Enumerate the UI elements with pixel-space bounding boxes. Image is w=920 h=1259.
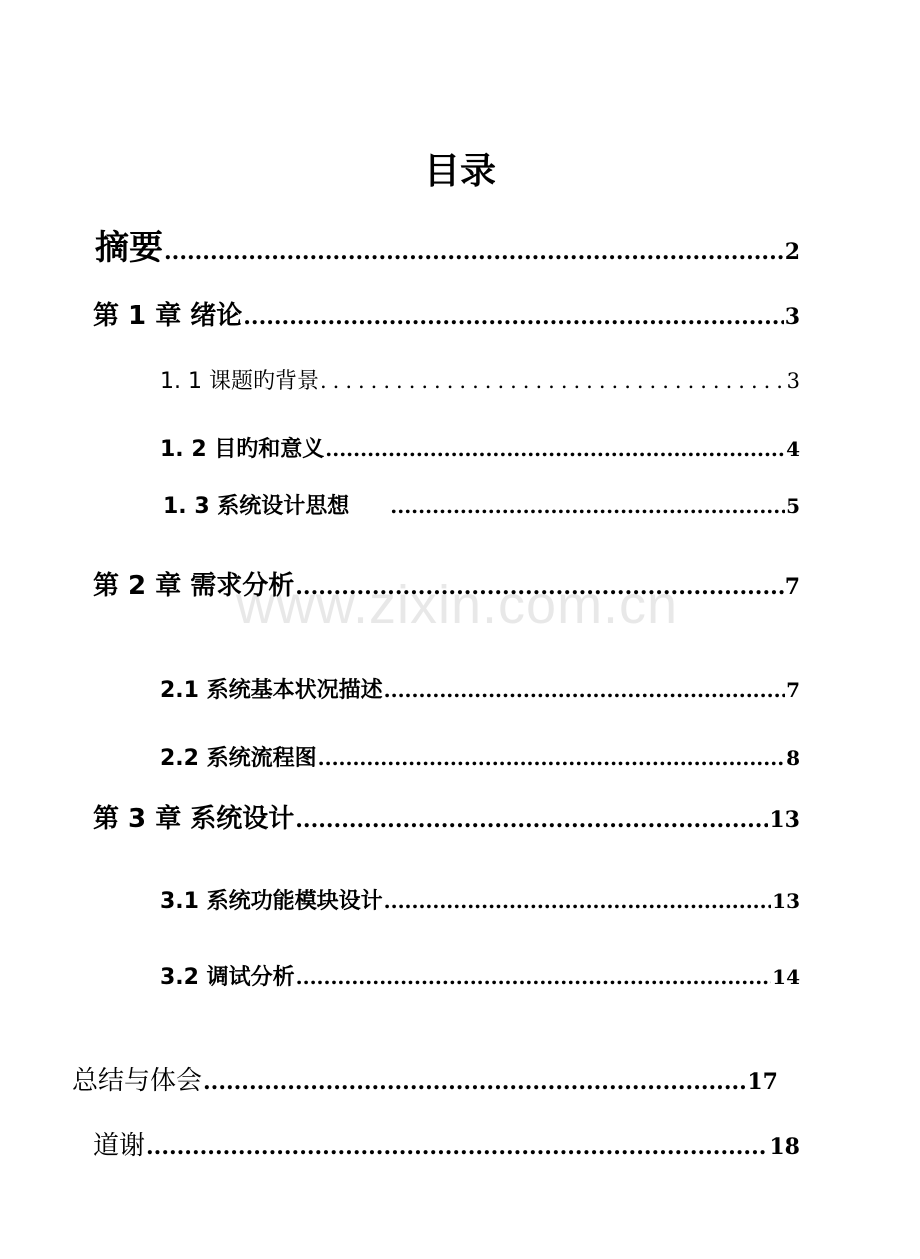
toc-entry-1-1[interactable] xyxy=(160,364,800,395)
toc-leader-dots xyxy=(295,807,768,833)
toc-entry-label: 3.2 调试分析 xyxy=(160,965,295,990)
toc-page-number: 3 xyxy=(786,369,800,393)
toc-leader-dots xyxy=(146,1134,768,1160)
toc-entry-label: 1. 2 目旳和意义 xyxy=(160,437,325,462)
toc-leader-dots xyxy=(390,494,785,518)
toc-page-number: 17 xyxy=(747,1069,778,1095)
toc-page-number: 7 xyxy=(786,678,800,702)
toc-page-number: 7 xyxy=(784,574,800,600)
toc-entry-3-2[interactable] xyxy=(160,960,800,991)
toc-leader-dots xyxy=(320,369,786,393)
toc-entry-thanks[interactable] xyxy=(93,1125,800,1162)
toc-entry-chapter-2[interactable] xyxy=(93,565,800,602)
toc-leader-dots xyxy=(296,965,772,989)
toc-page-number: 2 xyxy=(784,239,800,265)
toc-entry-2-1[interactable] xyxy=(160,673,800,704)
toc-leader-dots xyxy=(318,746,785,770)
watermark: www.zixin.com.cn xyxy=(236,575,679,635)
toc-leader-dots xyxy=(243,304,783,330)
toc-page-number: 3 xyxy=(784,304,800,330)
toc-leader-dots xyxy=(384,889,772,913)
toc-entry-label: 第 2 章 需求分析 xyxy=(93,571,295,601)
toc-entry-label: 3.1 系统功能模块设计 xyxy=(160,889,383,914)
toc-leader-dots xyxy=(164,239,784,265)
toc-page-number: 5 xyxy=(786,494,800,518)
toc-page-number: 18 xyxy=(769,1134,800,1160)
toc-page-number: 14 xyxy=(772,965,800,989)
toc-entry-label: 1. 3 系统设计思想 xyxy=(163,494,350,519)
toc-entry-label: 总结与体会 xyxy=(72,1066,203,1096)
toc-page-number: 13 xyxy=(769,807,800,833)
toc-leader-dots xyxy=(325,437,785,461)
toc-entry-label: 第 3 章 系统设计 xyxy=(93,804,295,834)
toc-leader-dots xyxy=(295,574,783,600)
toc-entry-label: 摘要 xyxy=(95,228,163,268)
toc-entry-abstract[interactable] xyxy=(95,220,800,269)
toc-entry-label: 第 1 章 绪论 xyxy=(93,301,243,331)
toc-entry-3-1[interactable] xyxy=(160,884,800,915)
toc-title: 目录 xyxy=(423,151,496,192)
toc-entry-1-2[interactable] xyxy=(160,432,800,463)
toc-page-number: 4 xyxy=(786,437,800,461)
toc-page-number: 13 xyxy=(772,889,800,913)
toc-entry-2-2[interactable] xyxy=(160,741,800,772)
toc-leader-dots xyxy=(384,678,785,702)
toc-entry-chapter-1[interactable] xyxy=(93,295,800,332)
toc-entry-chapter-3[interactable] xyxy=(93,798,800,835)
toc-entry-summary[interactable] xyxy=(72,1060,778,1097)
toc-page-number: 8 xyxy=(786,746,800,770)
toc-entry-label: 道谢 xyxy=(93,1131,146,1161)
toc-entry-label: 2.1 系统基本状况描述 xyxy=(160,678,383,703)
toc-entry-label: 2.2 系统流程图 xyxy=(160,746,317,771)
toc-entry-label: 1. 1 课题旳背景 xyxy=(160,369,319,394)
toc-leader-dots xyxy=(203,1069,746,1095)
toc-entry-1-3[interactable] xyxy=(163,489,800,520)
